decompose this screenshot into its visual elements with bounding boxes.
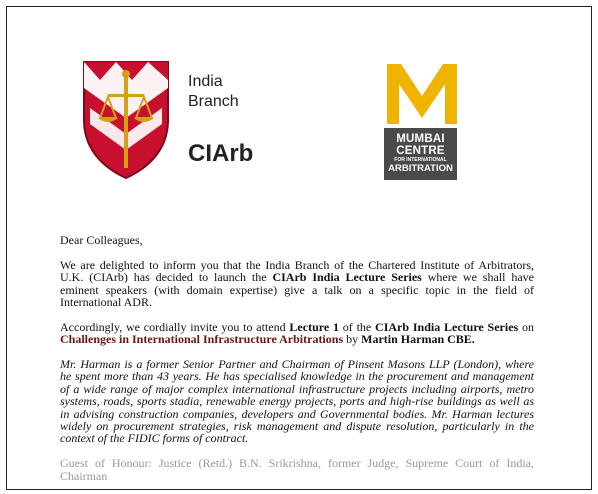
- mcia-line1: MUMBAI: [396, 133, 445, 145]
- mcia-line2: CENTRE: [396, 145, 445, 157]
- p1-text-c: where we shall have eminent speakers (with domain expertise) give a talk on a specific topic in the field of International ADR.: [60, 270, 535, 310]
- header-logos: [0, 0, 598, 200]
- mcia-line3: FOR INTERNATIONAL: [394, 157, 447, 163]
- p2-text-g: by: [343, 332, 362, 347]
- p2-speaker-name: Martin Harman CBE.: [361, 332, 475, 347]
- p1-text-a: We are delighted to inform you that the India Branch of the Chartered Institute of Arbitrators, U.K. (CIArb) has decided to launch the: [60, 257, 534, 285]
- paragraph-intro: [60, 259, 534, 309]
- p2-text-c: of the: [338, 319, 376, 334]
- p2-lecture-title: Challenges in International Infrastructure Arbitrations: [60, 332, 344, 347]
- p2-lecture-number: Lecture 1: [289, 319, 339, 334]
- ciarb-wordmark: CIArb: [188, 140, 254, 167]
- ciarb-branch-line2: Branch: [188, 93, 239, 110]
- ciarb-branch-line1: India: [188, 73, 223, 90]
- mcia-wordmark: [384, 128, 457, 180]
- greeting: Dear Colleagues,: [60, 233, 143, 247]
- mcia-line4: ARBITRATION: [388, 163, 453, 174]
- mcia-m-logo: [385, 62, 459, 126]
- p2-series-name: CIArb India Lecture Series: [375, 319, 519, 334]
- paragraph-speaker-bio: Mr. Harman is a former Senior Partner and Chairman of Pinsent Masons LLP (London), where he spent more than 43 years. He has specialised knowledge in the procurement and management of a wide range of major complex international infrastructure projects including airports, metro systems, roads, sports stadia, renewable energy projects, ports and high-rise buildings as well as in advising construction companies, developers and Governmental bodies. Mr. Harman lectures widely on procurement strategies, risk management and dispute resolution, particularly in the context of the FIDIC forms of contract.: [60, 357, 534, 446]
- ciarb-branch-label: [188, 72, 239, 112]
- letter-body: [60, 234, 534, 494]
- p1-series-name: CIArb India Lecture Series: [272, 270, 422, 285]
- p2-text-e: on: [518, 319, 535, 334]
- paragraph-guest-partial: Guest of Honour: Justice (Retd.) B.N. Srikrishna, former Judge, Supreme Court of India, Chairman: [60, 456, 534, 483]
- paragraph-invitation: [60, 321, 534, 346]
- p2-text-a: Accordingly, we cordially invite you to attend: [60, 319, 290, 334]
- ciarb-shield-logo: [78, 58, 174, 180]
